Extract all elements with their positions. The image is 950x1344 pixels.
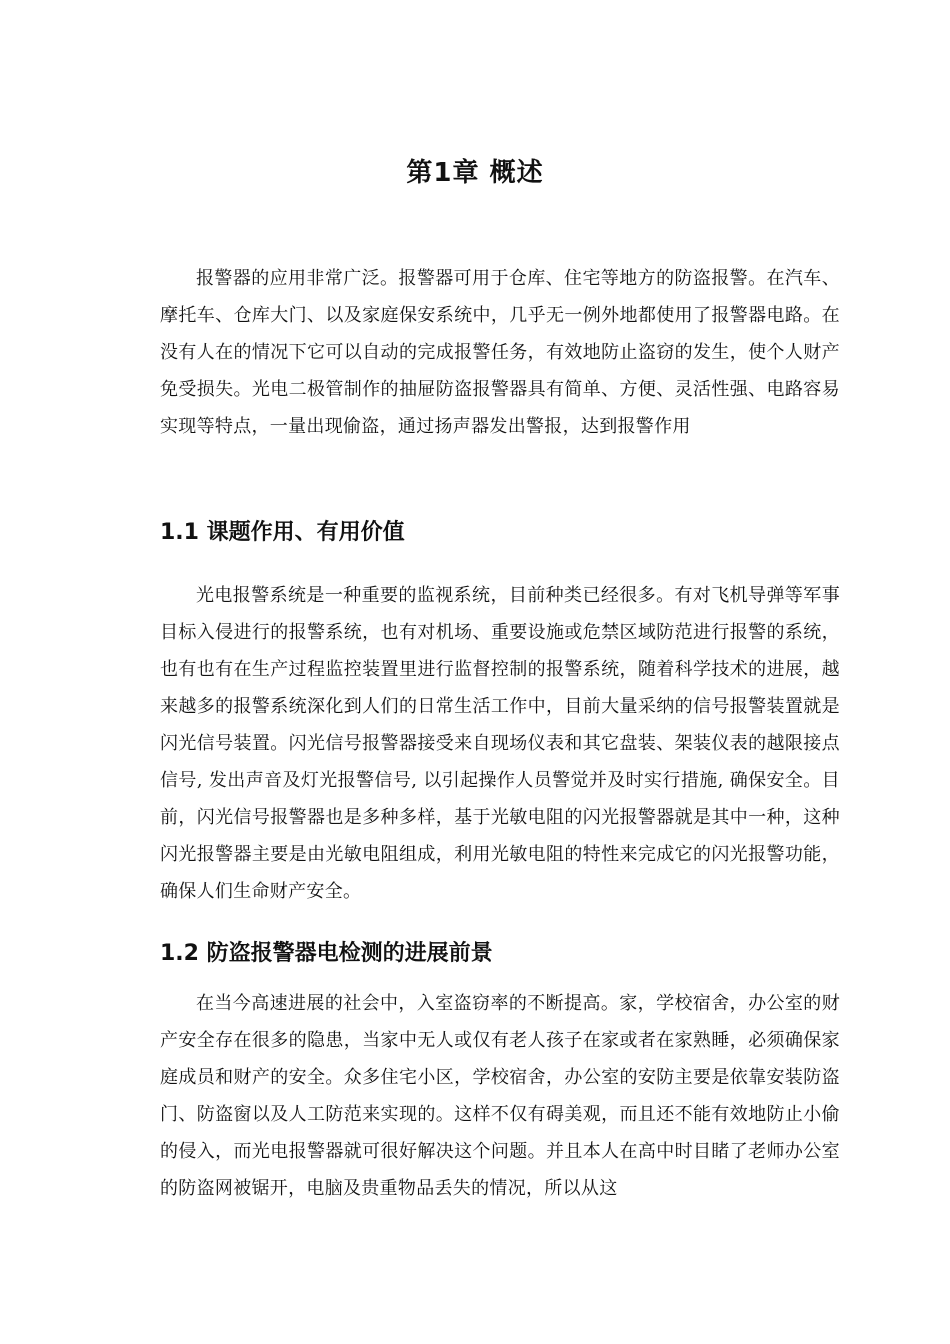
section-paragraph-1-2: 在当今高速进展的社会中，入室盗窃率的不断提高。家，学校宿舍，办公室的财产安全存在很多的隐患，当家中无人或仅有老人孩子在家或者在家熟睡，必须确保家庭成员和财产的安全。众多住宅小区，学校宿舍，办公室的安防主要是依靠安装防盗门、防盗窗以及人工防范来实现的。这样不仅有碍美观，而且还不能有效地防止小偷的侵入，而光电报警器就可很好解决这个问题。并且本人在高中时目睹了老师办公室的防盗网被锯开，电脑及贵重物品丢失的情况，所以从这 [160, 993, 840, 1199]
section-heading-1-2: 1.2 防盗报警器电检测的进展前景 [160, 941, 493, 966]
section-paragraph-1-1: 光电报警系统是一种重要的监视系统，目前种类已经很多。有对飞机导弹等军事目标入侵进行的报警系统，也有对机场、重要设施或危禁区域防范进行报警的系统，也有也有在生产过程监控装置里进行监督控制的报警系统，随着科学技术的进展，越来越多的报警系统深化到人们的日常生活工作中，目前大量采纳的信号报警装置就是闪光信号装置。闪光信号报警器接受来自现场仪表和其它盘装、架装仪表的越限接点信号, 发出声音及灯光报警信号, 以引起操作人员警觉并及时实行措施, 确保安全。目前，闪光信号报警器也是多种多样，基于光敏电阻的闪光报警器就是其中一种，这种闪光报警器主要是由光敏电阻组成，利用光敏电阻的特性来完成它的闪光报警功能，确保人们生命财产安全。 [160, 585, 840, 902]
intro-paragraph: 报警器的应用非常广泛。报警器可用于仓库、住宅等地方的防盗报警。在汽车、摩托车、仓库大门、以及家庭保安系统中，几乎无一例外地都使用了报警器电路。在没有人在的情况下它可以自动的完成报警任务，有效地防止盗窃的发生，使个人财产免受损失。光电二极管制作的抽屉防盗报警器具有简单、方便、灵活性强、电路容易实现等特点，一量出现偷盗，通过扬声器发出警报，达到报警作用 [160, 268, 840, 437]
section-heading-1-1: 1.1 课题作用、有用价值 [160, 520, 405, 545]
chapter-title: 第1章 概述 [406, 158, 544, 188]
